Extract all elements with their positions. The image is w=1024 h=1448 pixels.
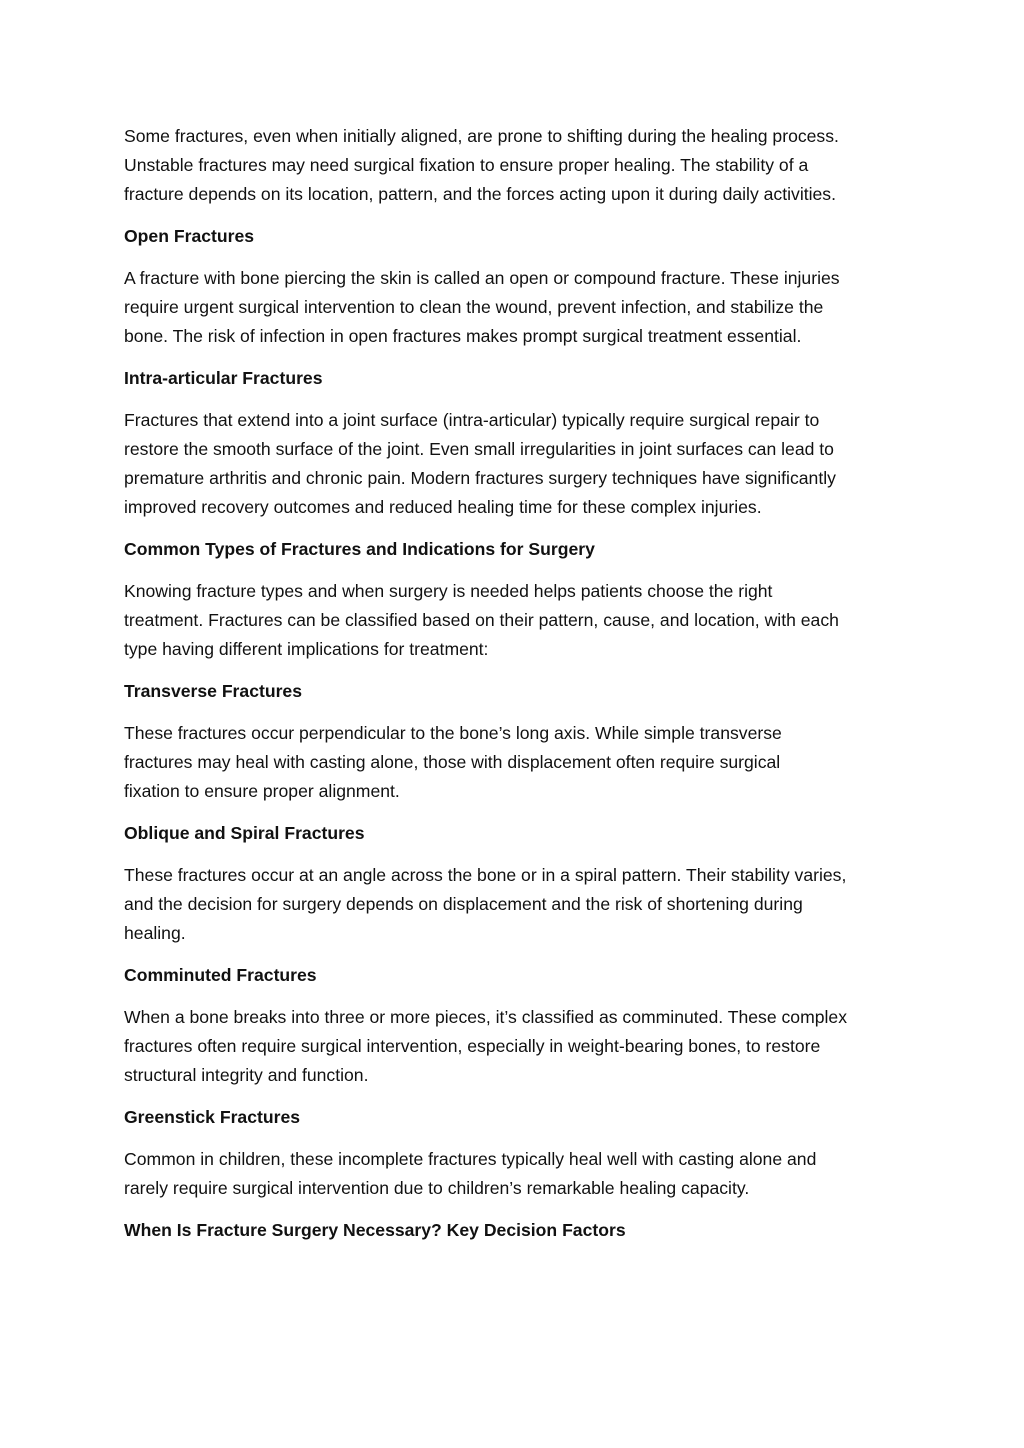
- paragraph-transverse-fractures: [124, 719, 910, 806]
- text-line: fractures may heal with casting alone, those with displacement often require surgical: [124, 752, 781, 772]
- heading-when-surgery-necessary: When Is Fracture Surgery Necessary? Key Decision Factors: [124, 1220, 626, 1240]
- text-line: fractures often require surgical intervention, especially in weight-bearing bones, to restore: [124, 1036, 821, 1056]
- text-line: Some fractures, even when initially aligned, are prone to shifting during the healing process.: [124, 126, 839, 146]
- text-line: structural integrity and function.: [124, 1065, 369, 1085]
- text-line: bone. The risk of infection in open fractures makes prompt surgical treatment essential.: [124, 326, 802, 346]
- paragraph-open-fractures: [124, 264, 910, 351]
- text-line: require urgent surgical intervention to clean the wound, prevent infection, and stabilize the: [124, 297, 824, 317]
- text-line: Unstable fractures may need surgical fixation to ensure proper healing. The stability of a: [124, 155, 809, 175]
- text-line: healing.: [124, 923, 186, 943]
- paragraph-fracture-stability: [124, 122, 910, 209]
- text-line: improved recovery outcomes and reduced healing time for these complex injuries.: [124, 497, 762, 517]
- heading-transverse-fractures: Transverse Fractures: [124, 681, 302, 701]
- text-line: These fractures occur at an angle across the bone or in a spiral pattern. Their stability varies,: [124, 865, 847, 885]
- paragraph-intra-articular-fractures: [124, 406, 910, 522]
- document-page: [124, 122, 910, 1258]
- text-line: These fractures occur perpendicular to the bone’s long axis. While simple transverse: [124, 723, 782, 743]
- heading-oblique-spiral-fractures: Oblique and Spiral Fractures: [124, 823, 365, 843]
- text-line: A fracture with bone piercing the skin is called an open or compound fracture. These injuries: [124, 268, 840, 288]
- text-line: Knowing fracture types and when surgery is needed helps patients choose the right: [124, 581, 773, 601]
- paragraph-oblique-spiral-fractures: [124, 861, 910, 948]
- text-line: Common in children, these incomplete fractures typically heal well with casting alone and: [124, 1149, 817, 1169]
- text-line: rarely require surgical intervention due to children’s remarkable healing capacity.: [124, 1178, 750, 1198]
- text-line: treatment. Fractures can be classified based on their pattern, cause, and location, with each: [124, 610, 839, 630]
- heading-greenstick-fractures: Greenstick Fractures: [124, 1107, 301, 1127]
- text-line: When a bone breaks into three or more pieces, it’s classified as comminuted. These complex: [124, 1007, 848, 1027]
- paragraph-common-types: [124, 577, 910, 664]
- text-line: restore the smooth surface of the joint. Even small irregularities in joint surfaces can lead to: [124, 439, 834, 459]
- text-line: fixation to ensure proper alignment.: [124, 781, 400, 801]
- text-line: type having different implications for treatment:: [124, 639, 489, 659]
- heading-comminuted-fractures: Comminuted Fractures: [124, 965, 317, 985]
- paragraph-comminuted-fractures: [124, 1003, 910, 1090]
- heading-common-types: Common Types of Fractures and Indications for Surgery: [124, 539, 595, 559]
- text-line: Fractures that extend into a joint surface (intra-articular) typically require surgical repair to: [124, 410, 820, 430]
- text-line: premature arthritis and chronic pain. Modern fractures surgery techniques have significantly: [124, 468, 836, 488]
- heading-intra-articular-fractures: Intra-articular Fractures: [124, 368, 323, 388]
- text-line: fracture depends on its location, pattern, and the forces acting upon it during daily activities.: [124, 184, 836, 204]
- heading-open-fractures: Open Fractures: [124, 226, 255, 246]
- paragraph-greenstick-fractures: [124, 1145, 910, 1203]
- text-line: and the decision for surgery depends on displacement and the risk of shortening during: [124, 894, 803, 914]
